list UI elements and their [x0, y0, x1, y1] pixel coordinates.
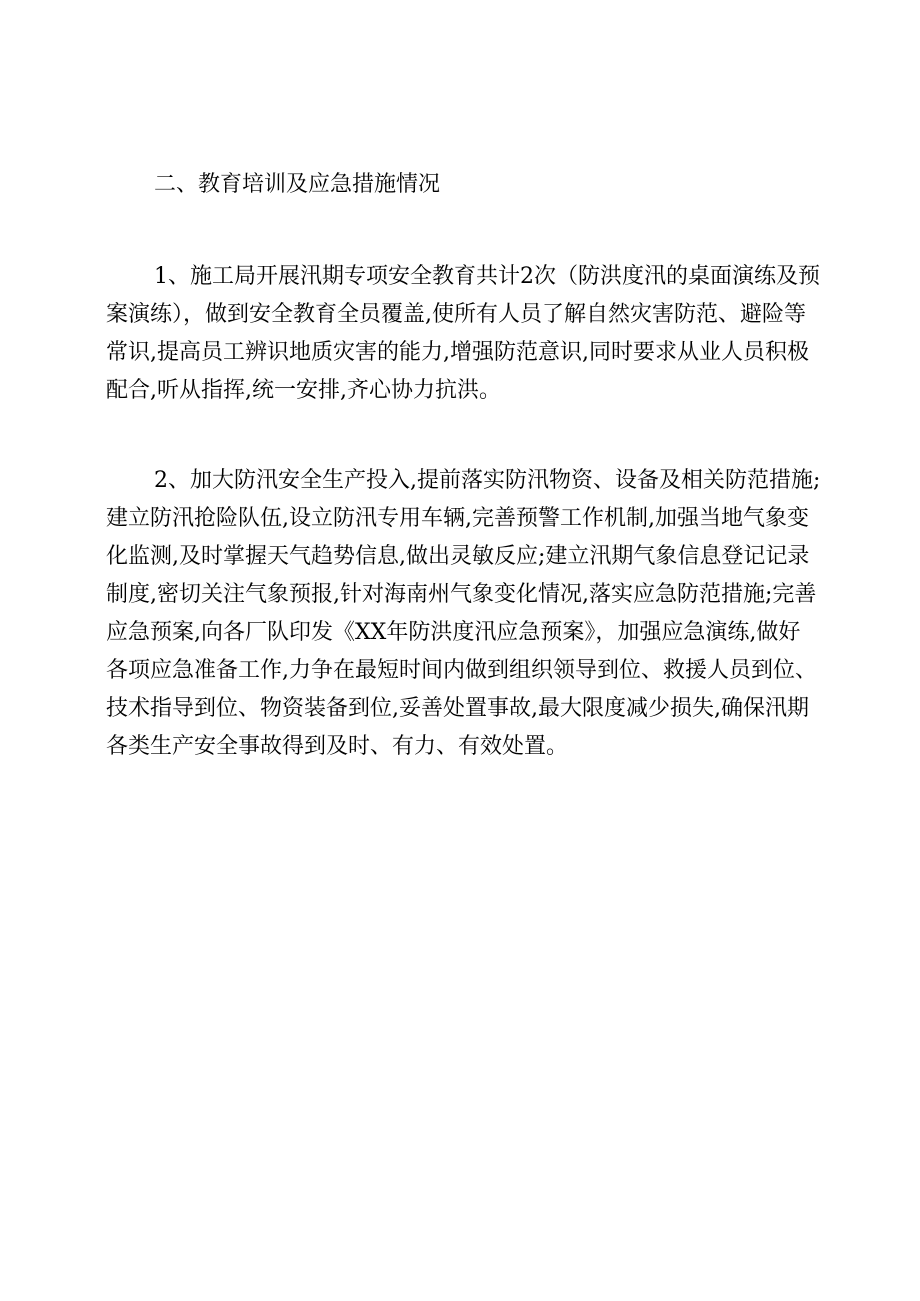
paragraph-investment: 2、加大防汛安全生产投入,提前落实防汛物资、设备及相关防范措施;建立防汛抢险队伍,设立防汛专用车辆,完善预警工作机制,加强当地气象变化监测,及时掌握天气趋势信息,做出灵敏反应;建立汛期气象信息登记记录制度,密切关注气象预报,针对海南州气象变化情况,落实应急防范措施;完善应急预案,向各厂队印发《XX年防洪度汛应急预案》，加强应急演练,做好各项应急准备工作,力争在最短时间内做到组织领导到位、救援人员到位、技术指导到位、物资装备到位,妥善处置事故,最大限度减少损失,确保汛期各类生产安全事故得到及时、有力、有效处置。 [106, 468, 821, 759]
section-heading: 二、教育培训及应急措施情况 [154, 172, 441, 197]
document-body [106, 166, 821, 766]
paragraph-education: 1、施工局开展汛期专项安全教育共计2次（防洪度汛的桌面演练及预案演练），做到安全教育全员覆盖,使所有人员了解自然灾害防范、避险等常识,提高员工辨识地质灾害的能力,增强防范意识,同时要求从业人员积极配合,听从指挥,统一安排,齐心协力抗洪。 [106, 264, 820, 403]
